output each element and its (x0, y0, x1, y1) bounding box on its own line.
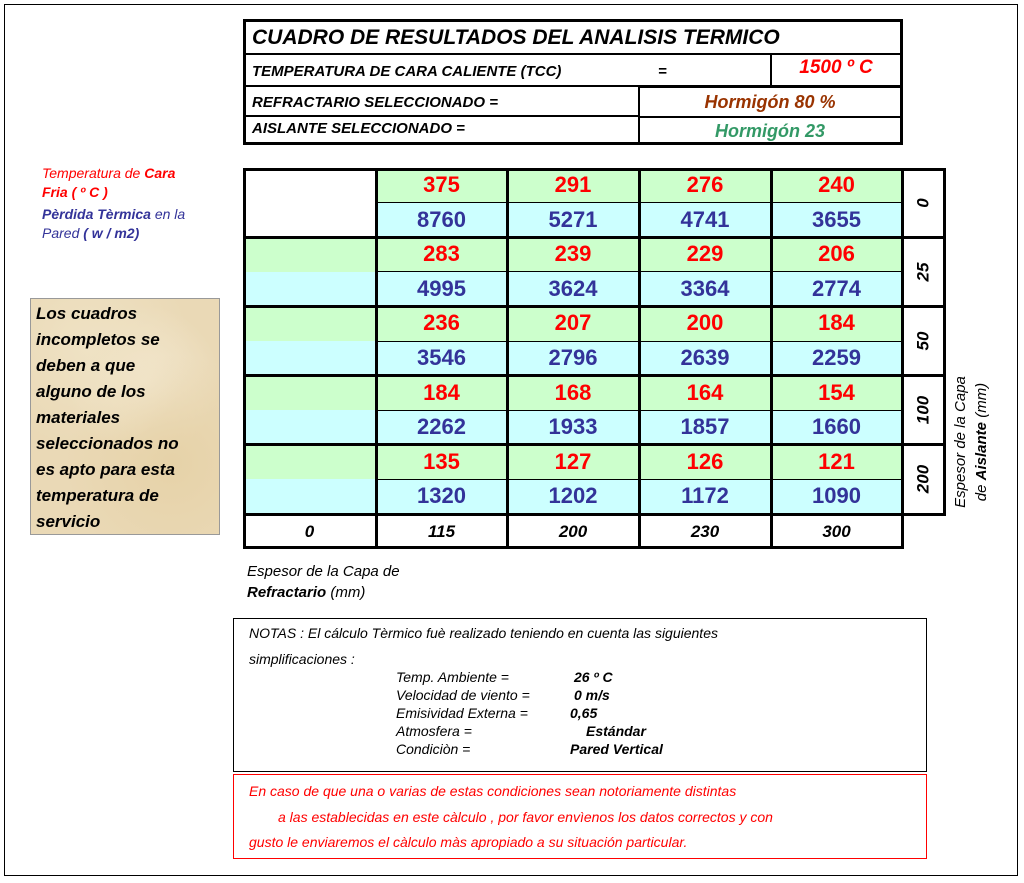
refractario-axis-label (247, 561, 400, 603)
heat-loss-cell: 1202 (507, 479, 639, 514)
grid-line (243, 236, 946, 239)
refractario-thickness-label: 230 (690, 522, 720, 541)
notes-item-label: Temp. Ambiente = (396, 669, 509, 685)
grid-line (638, 168, 641, 549)
refractario-axis-bold: Refractario (247, 584, 327, 601)
cold-face-temp-cell: 375 (376, 168, 507, 203)
cold-face-temp-cell: 127 (507, 445, 639, 480)
warning-line: es apto para esta (36, 460, 175, 479)
notes-item-value: 26 º C (574, 669, 613, 685)
heat-loss-cell: 2639 (639, 341, 771, 376)
heat-loss-cell: 3364 (639, 272, 771, 307)
aislante-axis-line2 (971, 352, 992, 532)
notes-item-label: Emisividad Externa = (396, 705, 528, 721)
grid-line (943, 168, 946, 514)
grid-line (243, 168, 246, 549)
tcc-value-box (770, 53, 900, 85)
heat-loss-cell: 2259 (771, 341, 902, 376)
table-row-header-cell (243, 376, 376, 411)
tcc-value: 1500 º C (799, 57, 873, 78)
aislante-axis-unit: (mm) (973, 382, 990, 422)
heat-loss-cell: 8760 (376, 203, 507, 238)
grid-line (243, 443, 946, 446)
warning-line: deben a que (36, 356, 136, 375)
grid-line (243, 168, 946, 171)
cold-face-temp-cell: 200 (639, 306, 771, 341)
table-row-header-cell (243, 237, 376, 272)
heat-loss-cell: 3624 (507, 272, 639, 307)
results-header (243, 19, 903, 145)
notes-box (233, 618, 927, 772)
aislante-label: AISLANTE SELECCIONADO = (252, 120, 465, 137)
tcc-label: TEMPERATURA DE CARA CALIENTE (TCC) (252, 63, 562, 80)
table-row-header-cell (243, 306, 376, 341)
legend-cold-prefix: Temperatura de (42, 165, 145, 181)
notes-item-value: Pared Vertical (570, 741, 663, 757)
aislante-thickness-label: 200 (913, 465, 933, 494)
notes-item-value: Estándar (586, 723, 646, 739)
refractario-axis-line1: Espesor de la Capa de (247, 563, 400, 580)
legend-loss-line2: Pared (42, 225, 84, 241)
grid-line (376, 271, 902, 272)
table-row-header-cell (243, 341, 376, 376)
refractario-value: Hormigón 80 % (704, 92, 836, 112)
heat-loss-cell: 3655 (771, 203, 902, 238)
refractario-value-box (638, 86, 900, 118)
refractario-axis-line2 (247, 582, 400, 603)
refractario-axis-unit: (mm) (326, 584, 366, 601)
cold-face-temp-cell: 291 (507, 168, 639, 203)
cold-face-temp-cell: 126 (639, 445, 771, 480)
cold-face-temp-cell: 184 (376, 376, 507, 411)
notes-item-label: Velocidad de viento = (396, 687, 530, 703)
legend-loss-bold: Pèrdida Tèrmica (42, 206, 151, 222)
cold-face-temp-cell: 283 (376, 237, 507, 272)
aislante-thickness-label: 0 (913, 197, 933, 208)
notes-intro1: NOTAS : El cálculo Tèrmico fuè realizado teniendo en cuenta las siguientes (249, 625, 718, 641)
heat-loss-cell: 3546 (376, 341, 507, 376)
cold-face-temp-cell: 276 (639, 168, 771, 203)
legend-cold-bold1: Cara (144, 165, 176, 181)
heat-loss-cell: 2262 (376, 410, 507, 445)
aislante-axis-prefix: de (973, 480, 990, 502)
legend (42, 164, 232, 243)
cold-face-temp-cell: 207 (507, 306, 639, 341)
legend-loss-unit: ( w / m2) (83, 225, 140, 241)
header-title-row (246, 22, 900, 55)
disclaimer-line3: gusto le enviaremos el càlculo màs apropiado a su situación particular. (249, 834, 688, 850)
heat-loss-cell: 4741 (639, 203, 771, 238)
aislante-axis-bold: Aislante (973, 421, 990, 481)
notes-item-value: 0,65 (570, 705, 598, 721)
cold-face-temp-cell: 206 (771, 237, 902, 272)
warning-line: seleccionados no (36, 434, 179, 453)
heat-loss-cell: 2774 (771, 272, 902, 307)
grid-line (901, 168, 904, 549)
warning-line: materiales (36, 408, 121, 427)
refractario-label: REFRACTARIO SELECCIONADO = (252, 94, 498, 111)
grid-line (376, 479, 902, 480)
aislante-value-box (638, 118, 900, 142)
refractario-thickness-label: 200 (558, 522, 588, 541)
table-row-header-cell (243, 479, 376, 514)
warning-line: Los cuadros (36, 304, 138, 323)
cold-face-temp-cell: 229 (639, 237, 771, 272)
tcc-row (246, 55, 900, 87)
grid-line (506, 168, 509, 549)
cold-face-temp-cell: 154 (771, 376, 902, 411)
refractario-thickness-label: 300 (822, 522, 851, 541)
aislante-thickness-label: 100 (913, 396, 933, 425)
heat-loss-cell: 1172 (639, 479, 771, 514)
warning-text (36, 301, 214, 535)
grid-line (376, 410, 902, 411)
legend-cold-bold2: Fria ( º C ) (42, 184, 108, 200)
grid-line (243, 546, 902, 549)
grid-line (376, 341, 902, 342)
cold-face-temp-cell: 135 (376, 445, 507, 480)
cold-face-temp-cell: 240 (771, 168, 902, 203)
incomplete-warning-box (30, 298, 220, 535)
warning-line: temperatura de (36, 486, 159, 505)
warning-line: servicio (36, 512, 101, 531)
heat-loss-cell: 1320 (376, 479, 507, 514)
legend-loss-suffix: en la (150, 206, 186, 222)
disclaimer-line2: a las establecidas en este càlculo , por favor envìenos los datos correctos y con (278, 809, 773, 825)
grid-line (243, 513, 946, 516)
cold-face-temp-cell: 239 (507, 237, 639, 272)
cold-face-temp-cell: 164 (639, 376, 771, 411)
cold-face-temp-cell: 184 (771, 306, 902, 341)
cold-face-temp-cell: 168 (507, 376, 639, 411)
heat-loss-cell: 1857 (639, 410, 771, 445)
warning-line: alguno de los (36, 382, 146, 401)
aislante-axis-line1: Espesor de la Capa (952, 376, 969, 508)
legend-heat-loss (42, 205, 232, 243)
disclaimer-line1: En caso de que una o varias de estas condiciones sean notoriamente distintas (249, 783, 737, 799)
table-corner-cell (243, 168, 376, 237)
table-row-header-cell (243, 410, 376, 445)
notes-intro2: simplificaciones : (249, 651, 355, 667)
heat-loss-cell: 1090 (771, 479, 902, 514)
grid-line (375, 168, 378, 549)
table-row-header-cell (243, 272, 376, 307)
aislante-value: Hormigón 23 (714, 121, 825, 141)
aislante-axis-label (950, 352, 994, 532)
cold-face-temp-cell: 236 (376, 306, 507, 341)
notes-item-label: Condiciòn = (396, 741, 471, 757)
heat-loss-cell: 5271 (507, 203, 639, 238)
heat-loss-cell: 4995 (376, 272, 507, 307)
refractario-thickness-label: 115 (427, 522, 456, 541)
legend-cold-face (42, 164, 232, 202)
grid-line (243, 305, 946, 308)
results-grid (243, 168, 946, 549)
grid-line (243, 374, 946, 377)
heat-loss-cell: 1933 (507, 410, 639, 445)
heat-loss-cell: 1660 (771, 410, 902, 445)
header-title: CUADRO DE RESULTADOS DEL ANALISIS TERMICO (252, 26, 780, 49)
tcc-equals: = (658, 63, 667, 80)
notes-item-value: 0 m/s (574, 687, 610, 703)
aislante-thickness-label: 50 (913, 331, 933, 351)
grid-line (376, 202, 902, 203)
table-row-header-cell (243, 445, 376, 480)
aislante-thickness-label: 25 (913, 262, 933, 282)
disclaimer-box (233, 774, 927, 859)
refractario-thickness-label: 0 (304, 522, 315, 541)
cold-face-temp-cell: 121 (771, 445, 902, 480)
warning-line: incompletos se (36, 330, 160, 349)
notes-item-label: Atmosfera = (396, 723, 472, 739)
heat-loss-cell: 2796 (507, 341, 639, 376)
grid-line (770, 168, 773, 549)
